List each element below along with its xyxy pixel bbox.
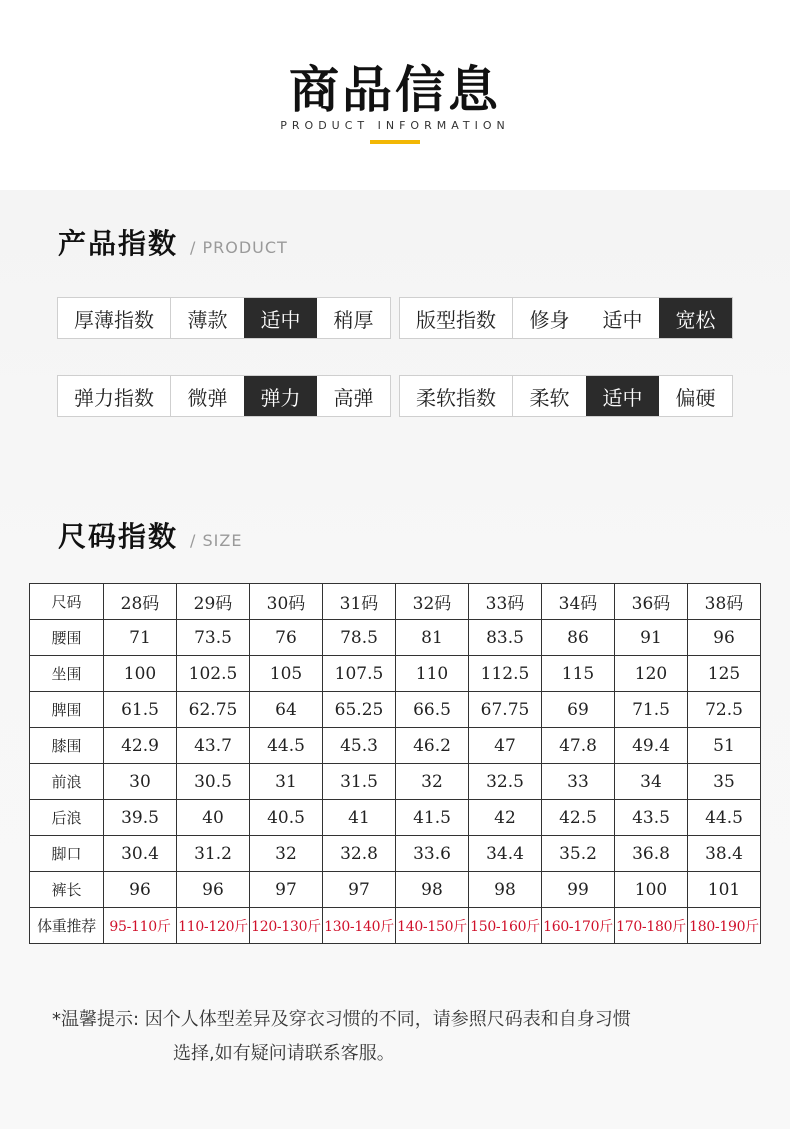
- table-cell: 61.5: [104, 692, 177, 728]
- table-row: [30, 908, 761, 944]
- table-row: [30, 872, 761, 908]
- table-cell: 105: [250, 656, 323, 692]
- table-cell: 112.5: [469, 656, 542, 692]
- table-cell: 41: [323, 800, 396, 836]
- table-cell: 115: [542, 656, 615, 692]
- table-cell: 42: [469, 800, 542, 836]
- table-cell: 34码: [542, 584, 615, 620]
- table-cell: 96: [688, 620, 761, 656]
- table-cell: 31码: [323, 584, 396, 620]
- table-cell: 42.5: [542, 800, 615, 836]
- row-header-cell: 尺码: [30, 584, 104, 620]
- table-cell: 30.4: [104, 836, 177, 872]
- index-label: 厚薄指数: [58, 298, 171, 338]
- row-header-cell: 坐围: [30, 656, 104, 692]
- index-label: 弹力指数: [58, 376, 171, 416]
- table-cell: 140-150斤: [396, 908, 469, 944]
- table-cell: 170-180斤: [615, 908, 688, 944]
- tip-line-2: 选择,如有疑问请联系客服。: [173, 1043, 395, 1064]
- index-option-selected: 弹力: [244, 376, 317, 416]
- warm-tip: [52, 1003, 772, 1071]
- table-cell: 98: [396, 872, 469, 908]
- table-cell: 102.5: [177, 656, 250, 692]
- table-cell: 33: [542, 764, 615, 800]
- table-cell: 40.5: [250, 800, 323, 836]
- row-header-cell: 膝围: [30, 728, 104, 764]
- table-cell: 120-130斤: [250, 908, 323, 944]
- table-cell: 125: [688, 656, 761, 692]
- table-cell: 28码: [104, 584, 177, 620]
- table-cell: 78.5: [323, 620, 396, 656]
- table-cell: 81: [396, 620, 469, 656]
- table-row: [30, 692, 761, 728]
- table-cell: 98: [469, 872, 542, 908]
- table-cell: 110: [396, 656, 469, 692]
- table-cell: 36.8: [615, 836, 688, 872]
- table-cell: 180-190斤: [688, 908, 761, 944]
- index-label: 版型指数: [400, 298, 513, 338]
- table-cell: 44.5: [688, 800, 761, 836]
- table-cell: 71.5: [615, 692, 688, 728]
- table-cell: 30.5: [177, 764, 250, 800]
- index-option: 偏硬: [675, 385, 716, 410]
- table-cell: 31: [250, 764, 323, 800]
- table-cell: 47: [469, 728, 542, 764]
- size-table: [29, 583, 761, 944]
- table-cell: 91: [615, 620, 688, 656]
- index-option: 柔软: [529, 385, 570, 410]
- table-cell: 32: [250, 836, 323, 872]
- table-cell: 32码: [396, 584, 469, 620]
- table-cell: 32: [396, 764, 469, 800]
- table-row: [30, 620, 761, 656]
- page-title: 商品信息: [289, 61, 501, 119]
- table-cell: 64: [250, 692, 323, 728]
- row-header-cell: 体重推荐: [30, 908, 104, 944]
- index-option: 修身: [529, 307, 570, 332]
- table-cell: 35.2: [542, 836, 615, 872]
- table-cell: 38.4: [688, 836, 761, 872]
- table-cell: 34: [615, 764, 688, 800]
- table-cell: 30码: [250, 584, 323, 620]
- table-cell: 65.25: [323, 692, 396, 728]
- table-row: [30, 800, 761, 836]
- softness-index: [399, 375, 733, 417]
- index-option-selected: 适中: [586, 376, 659, 416]
- row-header-cell: 前浪: [30, 764, 104, 800]
- page-header: [0, 0, 790, 190]
- index-option: 微弹: [187, 385, 228, 410]
- table-cell: 72.5: [688, 692, 761, 728]
- index-option: 适中: [602, 307, 643, 332]
- fit-index: [399, 297, 733, 339]
- table-cell: 110-120斤: [177, 908, 250, 944]
- table-row: [30, 764, 761, 800]
- table-cell: 62.75: [177, 692, 250, 728]
- table-row: [30, 728, 761, 764]
- table-cell: 43.7: [177, 728, 250, 764]
- table-cell: 107.5: [323, 656, 396, 692]
- table-cell: 120: [615, 656, 688, 692]
- row-header-cell: 腰围: [30, 620, 104, 656]
- table-cell: 99: [542, 872, 615, 908]
- index-option-selected: 适中: [244, 298, 317, 338]
- table-cell: 39.5: [104, 800, 177, 836]
- table-cell: 95-110斤: [104, 908, 177, 944]
- row-header-cell: 脾围: [30, 692, 104, 728]
- index-option: 稍厚: [333, 307, 374, 332]
- table-cell: 32.8: [323, 836, 396, 872]
- table-cell: 29码: [177, 584, 250, 620]
- table-cell: 66.5: [396, 692, 469, 728]
- table-cell: 97: [323, 872, 396, 908]
- table-cell: 100: [104, 656, 177, 692]
- table-cell: 31.5: [323, 764, 396, 800]
- title-underline: [370, 140, 420, 144]
- elasticity-index: [57, 375, 391, 417]
- product-section-title: [58, 222, 288, 262]
- table-cell: 100: [615, 872, 688, 908]
- thickness-index: [57, 297, 391, 339]
- index-option-selected: 宽松: [659, 298, 732, 338]
- table-row: [30, 656, 761, 692]
- row-header-cell: 后浪: [30, 800, 104, 836]
- table-cell: 67.75: [469, 692, 542, 728]
- table-cell: 41.5: [396, 800, 469, 836]
- table-cell: 43.5: [615, 800, 688, 836]
- table-cell: 97: [250, 872, 323, 908]
- table-cell: 38码: [688, 584, 761, 620]
- table-cell: 36码: [615, 584, 688, 620]
- page-subtitle: PRODUCT INFORMATION: [280, 119, 510, 132]
- table-cell: 49.4: [615, 728, 688, 764]
- table-cell: 96: [177, 872, 250, 908]
- index-option: 薄款: [187, 307, 228, 332]
- size-section-subheading: / SIZE: [190, 531, 243, 550]
- table-cell: 32.5: [469, 764, 542, 800]
- table-cell: 130-140斤: [323, 908, 396, 944]
- row-header-cell: 裤长: [30, 872, 104, 908]
- table-cell: 51: [688, 728, 761, 764]
- table-cell: 47.8: [542, 728, 615, 764]
- table-cell: 73.5: [177, 620, 250, 656]
- table-cell: 42.9: [104, 728, 177, 764]
- table-row: [30, 584, 761, 620]
- index-label: 柔软指数: [400, 376, 513, 416]
- size-section-title: [58, 515, 242, 555]
- table-cell: 150-160斤: [469, 908, 542, 944]
- product-section-heading: 产品指数: [58, 227, 179, 260]
- table-cell: 76: [250, 620, 323, 656]
- index-option: 高弹: [333, 385, 374, 410]
- table-cell: 160-170斤: [542, 908, 615, 944]
- table-cell: 69: [542, 692, 615, 728]
- table-cell: 44.5: [250, 728, 323, 764]
- row-header-cell: 脚口: [30, 836, 104, 872]
- table-cell: 96: [104, 872, 177, 908]
- table-cell: 35: [688, 764, 761, 800]
- size-section-heading: 尺码指数: [58, 520, 179, 553]
- table-cell: 33码: [469, 584, 542, 620]
- table-cell: 46.2: [396, 728, 469, 764]
- table-cell: 71: [104, 620, 177, 656]
- table-row: [30, 836, 761, 872]
- table-cell: 45.3: [323, 728, 396, 764]
- table-cell: 40: [177, 800, 250, 836]
- table-cell: 34.4: [469, 836, 542, 872]
- table-cell: 83.5: [469, 620, 542, 656]
- table-cell: 86: [542, 620, 615, 656]
- tip-line-1: *温馨提示: 因个人体型差异及穿衣习惯的不同，请参照尺码表和自身习惯: [52, 1009, 631, 1030]
- table-cell: 31.2: [177, 836, 250, 872]
- table-cell: 33.6: [396, 836, 469, 872]
- product-section-subheading: / PRODUCT: [190, 238, 288, 257]
- table-cell: 30: [104, 764, 177, 800]
- table-cell: 101: [688, 872, 761, 908]
